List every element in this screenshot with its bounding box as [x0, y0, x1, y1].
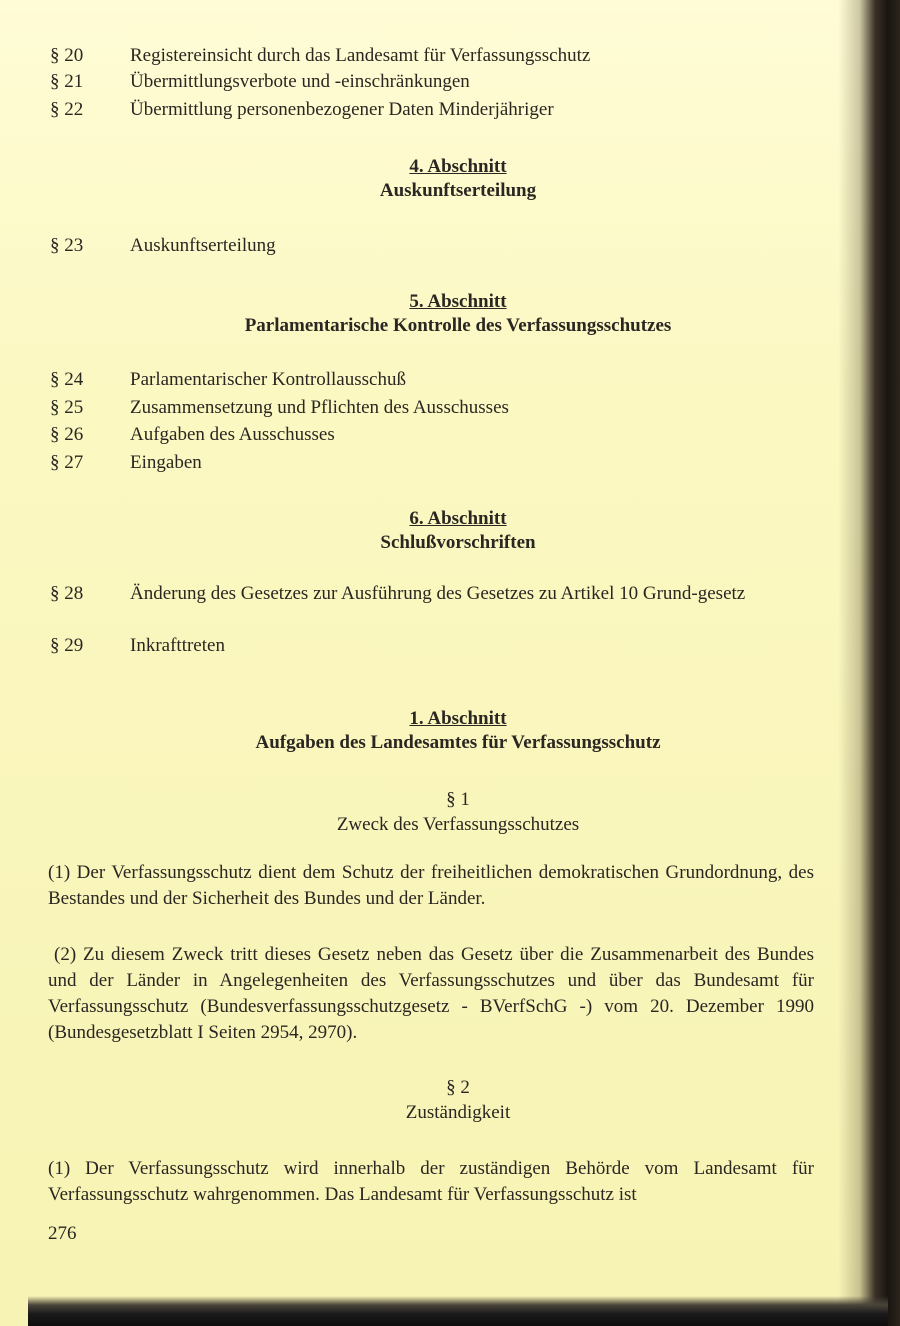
toc-number: § 28 [50, 583, 84, 604]
toc-row [50, 582, 820, 606]
section-title: Aufgaben des Landesamtes für Verfassungsschutz [255, 732, 661, 753]
section-header [28, 155, 888, 203]
toc-row [50, 44, 590, 68]
paragraph-header [28, 788, 888, 838]
toc-row [50, 634, 225, 658]
section-title: Auskunftserteilung [379, 180, 537, 201]
toc-title: Übermittlung personenbezogener Daten Minderjähriger [130, 99, 554, 120]
paragraph-header [28, 1076, 888, 1126]
paragraph-title: Zuständigkeit [405, 1102, 511, 1123]
paragraph-text: (1) Der Verfassungsschutz dient dem Schutz der freiheitlichen demokratischen Grundordnung, des Bestandes und der Sicherheit des Bundes und der Länder. [48, 862, 814, 909]
toc-row [50, 70, 470, 94]
toc-number: § 25 [50, 397, 84, 418]
toc-row [50, 98, 554, 122]
toc-number: § 23 [50, 235, 84, 256]
toc-row [50, 234, 276, 258]
section-heading: 6. Abschnitt [409, 508, 507, 529]
paragraph-number: § 2 [446, 1077, 470, 1098]
toc-title: Eingaben [130, 452, 202, 473]
toc-number: § 26 [50, 424, 84, 445]
section-title: Parlamentarische Kontrolle des Verfassungsschutzes [244, 315, 672, 336]
toc-row [50, 451, 202, 475]
toc-number: § 27 [50, 452, 84, 473]
toc-title: Registereinsicht durch das Landesamt für Verfassungsschutz [130, 45, 591, 66]
toc-number: § 20 [50, 45, 84, 66]
toc-number: § 22 [50, 99, 84, 120]
page-number: 276 [48, 1223, 77, 1244]
paragraph-text: (1) Der Verfassungsschutz wird innerhalb der zuständigen Behörde vom Landesamt für Verfassungsschutz wahrgenommen. Das Landesamt für Verfassungsschutz ist [48, 1158, 814, 1205]
section-header [28, 290, 888, 338]
toc-title: Parlamentarischer Kontrollausschuß [130, 369, 406, 390]
toc-row [50, 396, 509, 420]
toc-row [50, 368, 406, 392]
toc-title: Übermittlungsverbote und -einschränkungen [130, 71, 470, 92]
toc-title: Inkrafttreten [130, 635, 225, 656]
toc-title: Änderung des Gesetzes zur Ausführung des Gesetzes zu Artikel 10 Grund-gesetz [130, 583, 746, 604]
toc-title: Auskunftserteilung [130, 235, 276, 256]
section-title: Schlußvorschriften [380, 532, 536, 553]
toc-number: § 24 [50, 369, 84, 390]
paragraph-number: § 1 [446, 789, 470, 810]
section-header [28, 507, 888, 555]
section-header [28, 707, 888, 755]
toc-title: Zusammensetzung und Pflichten des Ausschusses [130, 397, 509, 418]
toc-number: § 29 [50, 635, 84, 656]
paragraph-title: Zweck des Verfassungsschutzes [336, 814, 580, 835]
toc-title: Aufgaben des Ausschusses [130, 424, 335, 445]
section-heading: 5. Abschnitt [409, 291, 507, 312]
toc-number: § 21 [50, 71, 84, 92]
paragraph-text: (2) Zu diesem Zweck tritt dieses Gesetz neben das Gesetz über die Zusammenarbeit des Bundes und der Länder in Angelegenheiten des Verfassungsschutzes und über das Bundesamt für Verfassungsschutz (Bundesverfassungsschutzgesetz - BVerfSchG -) vom 20. Dezember 1990 (Bundesgesetzblatt I Seiten 2954, 2970). [48, 944, 814, 1043]
toc-row [50, 423, 335, 447]
section-heading: 1. Abschnitt [409, 708, 507, 729]
section-heading: 4. Abschnitt [409, 156, 507, 177]
